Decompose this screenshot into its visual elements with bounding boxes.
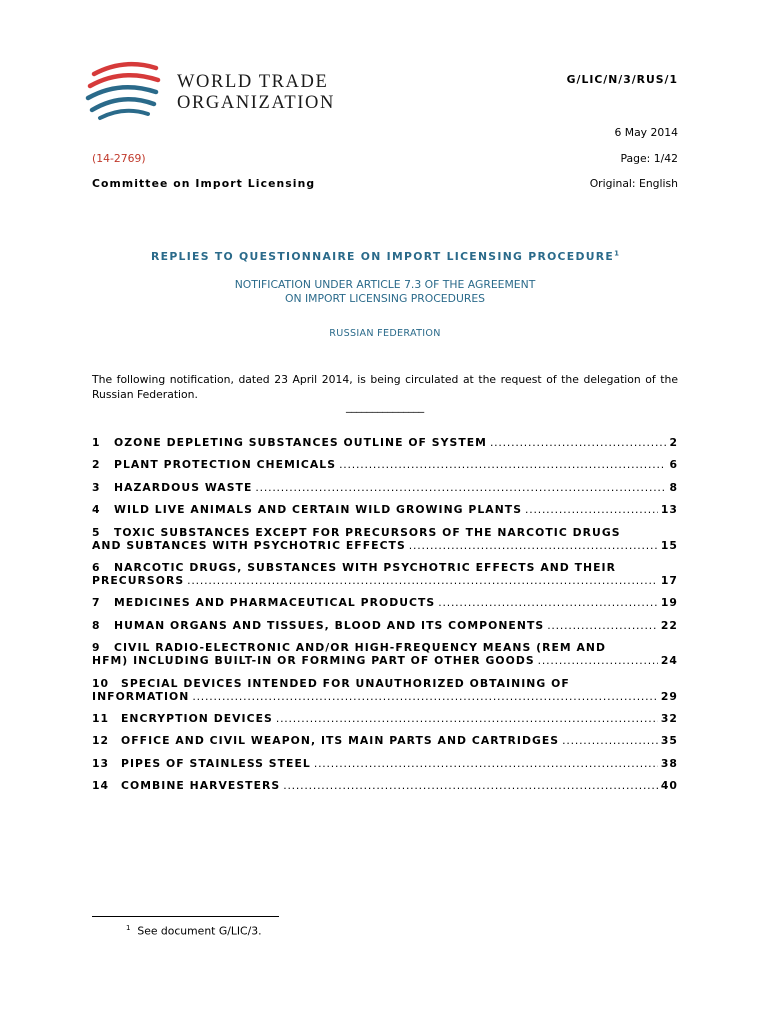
document-date: 6 May 2014 — [614, 126, 678, 139]
wto-emblem-icon — [84, 56, 174, 122]
toc-entry-line — [92, 526, 678, 539]
toc-dot-leader — [490, 436, 666, 449]
toc-entry-number: 2 — [92, 458, 101, 472]
toc-entry-page: 35 — [660, 734, 678, 748]
toc-entry-number: 6 — [92, 560, 101, 574]
toc-entry-line — [92, 757, 678, 770]
toc-entry-line — [92, 503, 678, 516]
subtitle-line2: ON IMPORT LICENSING PROCEDURES — [284, 292, 486, 305]
toc-entry-page: 24 — [660, 654, 678, 668]
toc-entry-line — [92, 458, 678, 471]
intro-paragraph: The following notification, dated 23 April 2014, is being circulated at the request of the delegation of the Russian Federation. — [92, 373, 678, 401]
wto-wordmark — [177, 72, 335, 114]
toc-entry-number: 5 — [92, 525, 101, 539]
toc-entry-number: 12 — [92, 734, 110, 748]
toc-entry-title: PRECURSORS — [92, 573, 185, 587]
toc-entry[interactable] — [92, 561, 678, 587]
toc-entry-title: ENCRYPTION DEVICES — [121, 711, 273, 725]
toc-entry-number: 14 — [92, 779, 110, 793]
toc-entry[interactable] — [92, 712, 678, 725]
toc-dot-leader — [562, 734, 658, 747]
footnote-text: See document G/LIC/3. — [137, 924, 262, 938]
toc-entry-title: PIPES OF STAINLESS STEEL — [121, 756, 311, 770]
document-symbol: G/LIC/N/3/RUS/1 — [566, 73, 678, 86]
country-name: RUSSIAN FEDERATION — [329, 328, 441, 339]
org-name-line1: WORLD TRADE — [177, 72, 329, 92]
toc-entry-number: 7 — [92, 596, 101, 610]
toc-entry[interactable] — [92, 458, 678, 471]
document-title — [92, 250, 678, 263]
toc-entry-line — [92, 561, 678, 574]
subtitle-line1: NOTIFICATION UNDER ARTICLE 7.3 OF THE AGREEMENT — [234, 278, 536, 291]
toc-entry-line — [92, 779, 678, 792]
title-text: REPLIES TO QUESTIONNAIRE ON IMPORT LICENSING PROCEDURE — [151, 250, 615, 263]
toc-entry-line — [92, 619, 678, 632]
toc-entry[interactable] — [92, 436, 678, 449]
toc-dot-leader — [192, 690, 658, 703]
toc-entry-page: 8 — [669, 480, 678, 494]
toc-entry[interactable] — [92, 734, 678, 747]
footnote-rule — [92, 916, 279, 917]
toc-entry-line — [92, 734, 678, 747]
toc-entry-title: HUMAN ORGANS AND TISSUES, BLOOD AND ITS COMPONENTS — [114, 618, 545, 632]
toc-dot-leader — [314, 757, 658, 770]
toc-entry-line — [92, 712, 678, 725]
toc-entry-page: 22 — [660, 618, 678, 632]
footnote — [126, 924, 262, 938]
toc-entry-number: 4 — [92, 503, 101, 517]
toc-entry-title: AND SUBTANCES WITH PSYCHOTRIC EFFECTS — [92, 538, 406, 552]
toc-dot-leader — [538, 654, 658, 667]
toc-entry-title: COMBINE HARVESTERS — [121, 779, 281, 793]
toc-entry-title: PLANT PROTECTION CHEMICALS — [114, 458, 337, 472]
separator-line: _______________ — [346, 400, 424, 413]
org-name-line2: ORGANIZATION — [177, 93, 335, 113]
toc-entry-page: 13 — [660, 503, 678, 517]
toc-dot-leader — [525, 503, 658, 516]
toc-entry[interactable] — [92, 641, 678, 667]
toc-entry-title: CIVIL RADIO-ELECTRONIC AND/OR HIGH-FREQUENCY MEANS (REM AND — [114, 641, 606, 655]
toc-entry-number: 9 — [92, 641, 101, 655]
table-of-contents — [92, 436, 678, 801]
toc-entry-title: SPECIAL DEVICES INTENDED FOR UNAUTHORIZED OBTAINING OF — [121, 676, 570, 690]
toc-entry-title: HFM) INCLUDING BUILT-IN OR FORMING PART OF OTHER GOODS — [92, 654, 535, 668]
toc-entry[interactable] — [92, 619, 678, 632]
toc-entry-title: MEDICINES AND PHARMACEUTICAL PRODUCTS — [114, 596, 436, 610]
toc-entry-page: 17 — [660, 573, 678, 587]
toc-entry-line — [92, 596, 678, 609]
toc-entry-line — [92, 539, 678, 552]
toc-entry-page: 2 — [669, 436, 678, 449]
toc-entry-title: TOXIC SUBSTANCES EXCEPT FOR PRECURSORS OF THE NARCOTIC DRUGS — [114, 525, 621, 539]
toc-dot-leader — [276, 712, 658, 725]
toc-entry-number: 13 — [92, 756, 110, 770]
toc-entry-line — [92, 654, 678, 667]
toc-entry-page: 38 — [660, 756, 678, 770]
toc-entry[interactable] — [92, 779, 678, 792]
toc-dot-leader — [438, 596, 658, 609]
toc-entry-page: 40 — [660, 779, 678, 793]
toc-entry[interactable] — [92, 596, 678, 609]
toc-entry-title: NARCOTIC DRUGS, SUBSTANCES WITH PSYCHOTRIC EFFECTS AND THEIR — [114, 560, 616, 574]
committee-name: Committee on Import Licensing — [92, 177, 316, 190]
toc-entry-title: INFORMATION — [92, 689, 190, 703]
toc-dot-leader — [187, 574, 658, 587]
toc-entry-number: 3 — [92, 480, 101, 494]
toc-entry-title: OFFICE AND CIVIL WEAPON, ITS MAIN PARTS AND CARTRIDGES — [121, 734, 560, 748]
toc-entry-number: 1 — [92, 436, 101, 449]
toc-entry-line — [92, 574, 678, 587]
toc-entry-page: 15 — [660, 538, 678, 552]
toc-entry-page: 29 — [660, 689, 678, 703]
toc-dot-leader — [339, 458, 666, 471]
toc-entry-title: OZONE DEPLETING SUBSTANCES OUTLINE OF SYSTEM — [114, 436, 487, 449]
toc-entry-number: 10 — [92, 676, 110, 690]
toc-entry-page: 32 — [660, 711, 678, 725]
toc-dot-leader — [409, 539, 658, 552]
toc-entry-line — [92, 481, 678, 494]
toc-entry-line — [92, 641, 678, 654]
toc-entry-line — [92, 436, 678, 449]
toc-entry-title: WILD LIVE ANIMALS AND CERTAIN WILD GROWING PLANTS — [114, 503, 523, 517]
toc-entry-number: 11 — [92, 711, 110, 725]
document-subtitle — [92, 278, 678, 306]
toc-entry-page: 6 — [669, 458, 678, 472]
toc-entry[interactable] — [92, 503, 678, 516]
toc-entry-page: 19 — [660, 596, 678, 610]
page-indicator: Page: 1/42 — [620, 152, 678, 165]
toc-dot-leader — [283, 779, 658, 792]
toc-entry[interactable] — [92, 757, 678, 770]
toc-entry-line — [92, 690, 678, 703]
toc-dot-leader — [547, 619, 658, 632]
toc-entry-line — [92, 677, 678, 690]
footnote-marker: 1 — [126, 924, 131, 932]
toc-entry-title: HAZARDOUS WASTE — [114, 480, 253, 494]
title-footnote-ref[interactable]: 1 — [614, 249, 619, 258]
toc-entry-number: 8 — [92, 618, 101, 632]
toc-entry[interactable] — [92, 677, 678, 703]
toc-entry[interactable] — [92, 481, 678, 494]
toc-entry[interactable] — [92, 526, 678, 552]
document-number: (14-2769) — [92, 152, 146, 165]
toc-dot-leader — [255, 481, 666, 494]
original-language: Original: English — [589, 177, 678, 190]
